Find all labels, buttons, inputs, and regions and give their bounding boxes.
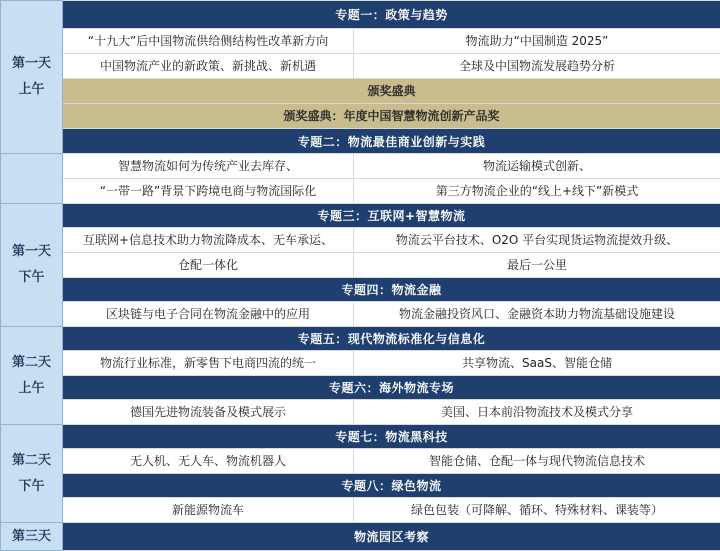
day-label-day3: 第三天 [1, 523, 63, 551]
ceremony-subtitle: 颁奖盛典：年度中国智慧物流创新产品奖 [63, 104, 720, 129]
topic-8-right: 绿色包装（可降解、循环、特殊材料、课装等） [354, 498, 720, 523]
day-label-line: 下午 [1, 265, 62, 291]
topic-header-6: 专题六：海外物流专场 [63, 376, 720, 400]
day-label-line: 第二天 [1, 448, 62, 474]
day-label-line: 上午 [1, 376, 62, 402]
topic-8-left: 新能源物流车 [63, 498, 354, 523]
day-label-filler [1, 154, 63, 204]
topic-5-left: 物流行业标准，新零售下电商四流的统一 [63, 351, 354, 376]
topic-1-right-line-2: 全球及中国物流发展趋势分析 [354, 54, 720, 79]
day-label-line: 第一天 [1, 239, 62, 265]
topic-header-3: 专题三：互联网+智慧物流 [63, 204, 720, 228]
day-label-day1-morning [1, 1, 63, 154]
topic-3-right-line-2: 最后一公里 [354, 253, 720, 278]
topic-7-right: 智能仓储、仓配一体与现代物流信息技术 [354, 449, 720, 474]
topic-header-9: 物流园区考察 [63, 523, 720, 551]
day-label-day2-afternoon [1, 425, 63, 523]
topic-1-left-line-2: 中国物流产业的新政策、新挑战、新机遇 [63, 54, 354, 79]
ceremony-title: 颁奖盛典 [63, 79, 720, 104]
topic-1-left-line-1: “十九大”后中国物流供给侧结构性改革新方向 [63, 29, 354, 54]
topic-2-left-line-1: 智慧物流如何为传统产业去库存、 [63, 154, 354, 179]
day-label-day2-morning [1, 327, 63, 425]
topic-2-right-line-1: 物流运输模式创新、 [354, 154, 720, 179]
day-label-line: 第二天 [1, 350, 62, 376]
topic-header-4: 专题四：物流金融 [63, 278, 720, 302]
topic-3-right-line-1: 物流云平台技术、O2O 平台实现货运物流提效升级、 [354, 228, 720, 253]
topic-1-right-line-1: 物流助力“中国制造 2025” [354, 29, 720, 54]
day-label-day1-afternoon [1, 204, 63, 327]
topic-6-right: 美国、日本前沿物流技术及模式分享 [354, 400, 720, 425]
day-label-line: 第一天 [1, 51, 62, 77]
topic-4-right: 物流金融投资风口、金融资本助力物流基础设施建设 [354, 302, 720, 327]
day-label-line: 下午 [1, 474, 62, 500]
topic-header-8: 专题八：绿色物流 [63, 474, 720, 498]
topic-7-left: 无人机、无人车、物流机器人 [63, 449, 354, 474]
topic-2-right-line-2: 第三方物流企业的“线上+线下”新模式 [354, 179, 720, 204]
topic-3-left-line-2: 仓配一体化 [63, 253, 354, 278]
topic-header-1: 专题一：政策与趋势 [63, 1, 720, 29]
topic-header-2: 专题二：物流最佳商业创新与实践 [63, 129, 720, 154]
topic-header-7: 专题七：物流黑科技 [63, 425, 720, 449]
topic-6-left: 德国先进物流装备及模式展示 [63, 400, 354, 425]
day-label-line: 上午 [1, 77, 62, 103]
topic-3-left-line-1: 互联网+信息技术助力物流降成本、无车承运、 [63, 228, 354, 253]
topic-header-5: 专题五：现代物流标准化与信息化 [63, 327, 720, 351]
topic-5-right: 共享物流、SaaS、智能仓储 [354, 351, 720, 376]
topic-2-left-line-2: “一带一路”背景下跨境电商与物流国际化 [63, 179, 354, 204]
topic-4-left: 区块链与电子合同在物流金融中的应用 [63, 302, 354, 327]
